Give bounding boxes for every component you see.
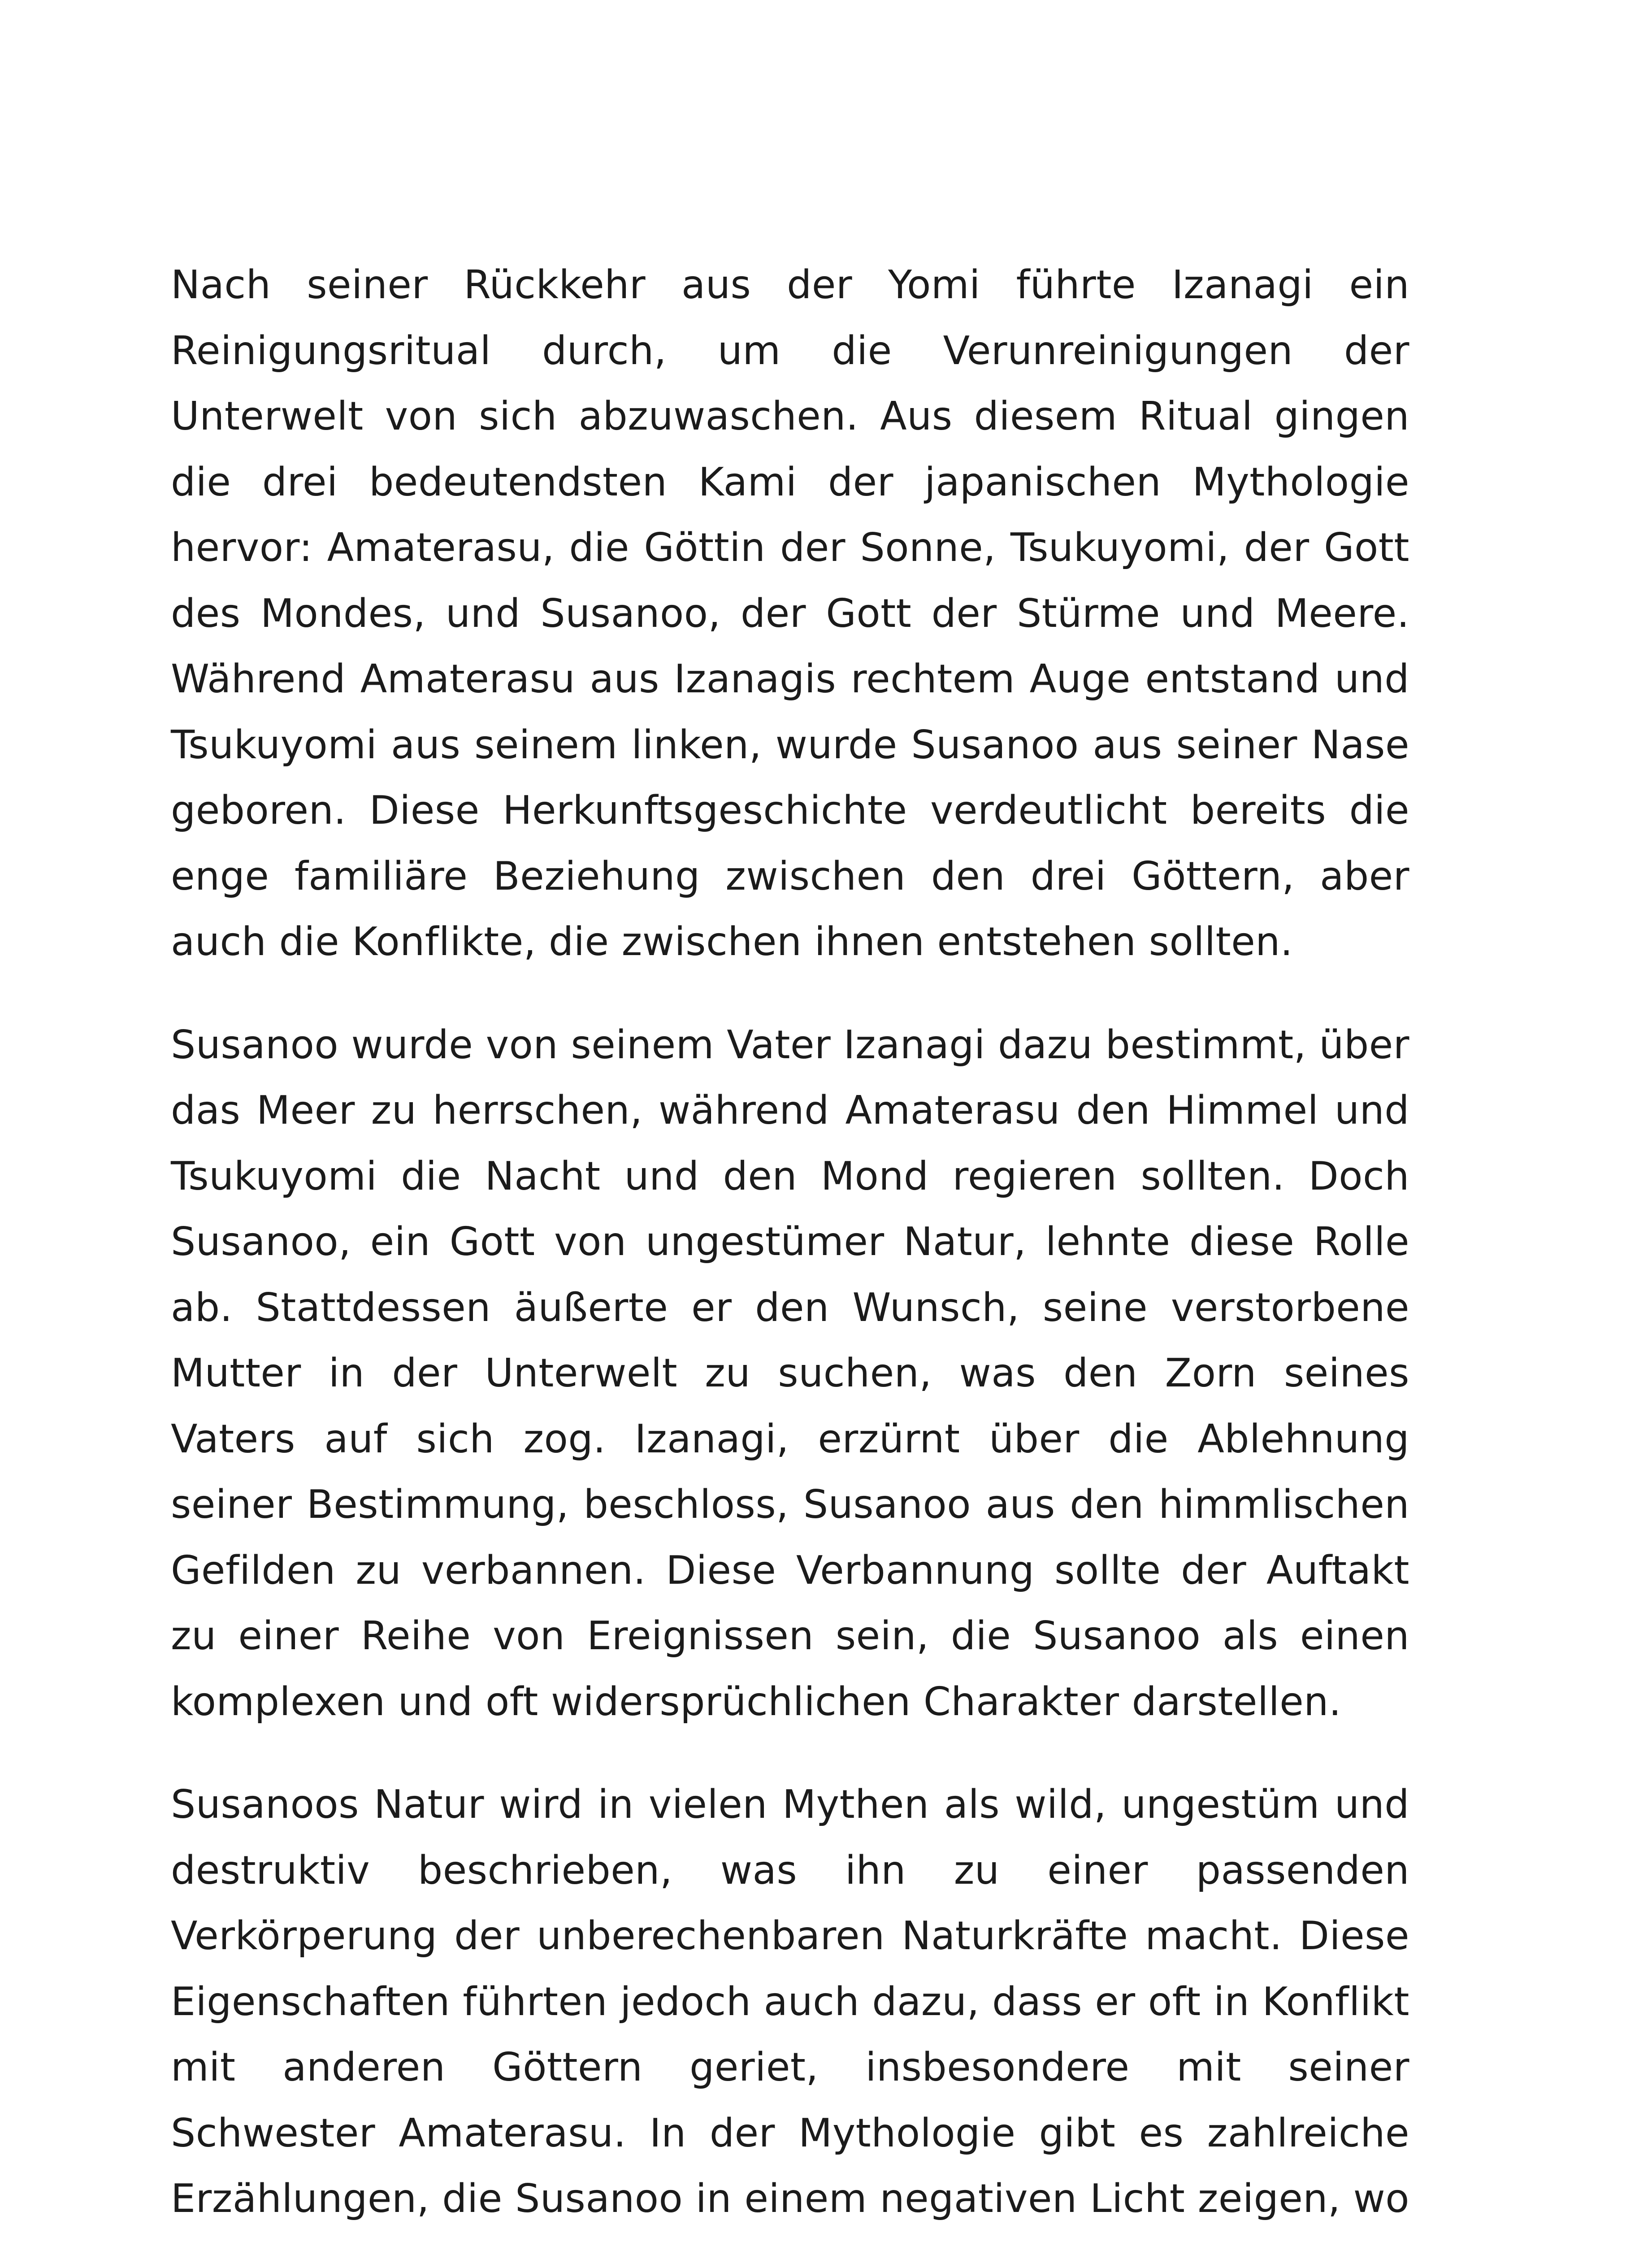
paragraph-3: Susanoos Natur wird in vielen Mythen als wild, ungestüm und destruktiv beschrieben, was ihn zu einer passenden Verkörperung der unberechenbaren Naturkräfte macht. Diese Eigenschaften führten jedoch auch dazu, dass er oft in Konflikt mit anderen Göttern geriet, insbesondere mit seiner Schwester Amaterasu. In der Mythologie gibt es zahlreiche Erzählungen, die Susanoo in einem negativen Licht zeigen, wo: [171, 1781, 1409, 2221]
paragraph-1: Nach seiner Rückkehr aus der Yomi führte Izanagi ein Reinigungsritual durch, um die Verunreinigungen der Unterwelt von sich abzuwaschen. Aus diesem Ritual gingen die drei bedeutendsten Kami der japanischen Mythologie hervor: Amaterasu, die Göttin der Sonne, Tsukuyomi, der Gott des Mondes, und Susanoo, der Gott der Stürme und Meere. Während Amaterasu aus Izanagis rechtem Auge entstand und Tsukuyomi aus seinem linken, wurde Susanoo aus seiner Nase geboren. Diese Herkunftsgeschichte verdeutlicht bereits die enge familiäre Beziehung zwischen den drei Göttern, aber auch die Konflikte, die zwischen ihnen entstehen sollten.: [171, 262, 1409, 965]
paragraph-2: Susanoo wurde von seinem Vater Izanagi dazu bestimmt, über das Meer zu herrschen, während Amaterasu den Himmel und Tsukuyomi die Nacht und den Mond regieren sollten. Doch Susanoo, ein Gott von ungestümer Natur, lehnte diese Rolle ab. Stattdessen äußerte er den Wunsch, seine verstorbene Mutter in der Unterwelt zu suchen, was den Zorn seines Vaters auf sich zog. Izanagi, erzürnt über die Ablehnung seiner Bestimmung, beschloss, Susanoo aus den himmlischen Gefilden zu verbannen. Diese Verbannung sollte der Auftakt zu einer Reihe von Ereignissen sein, die Susanoo als einen komplexen und oft widersprüchlichen Charakter darstellen.: [171, 1021, 1409, 1725]
body-text: [171, 252, 1409, 2242]
